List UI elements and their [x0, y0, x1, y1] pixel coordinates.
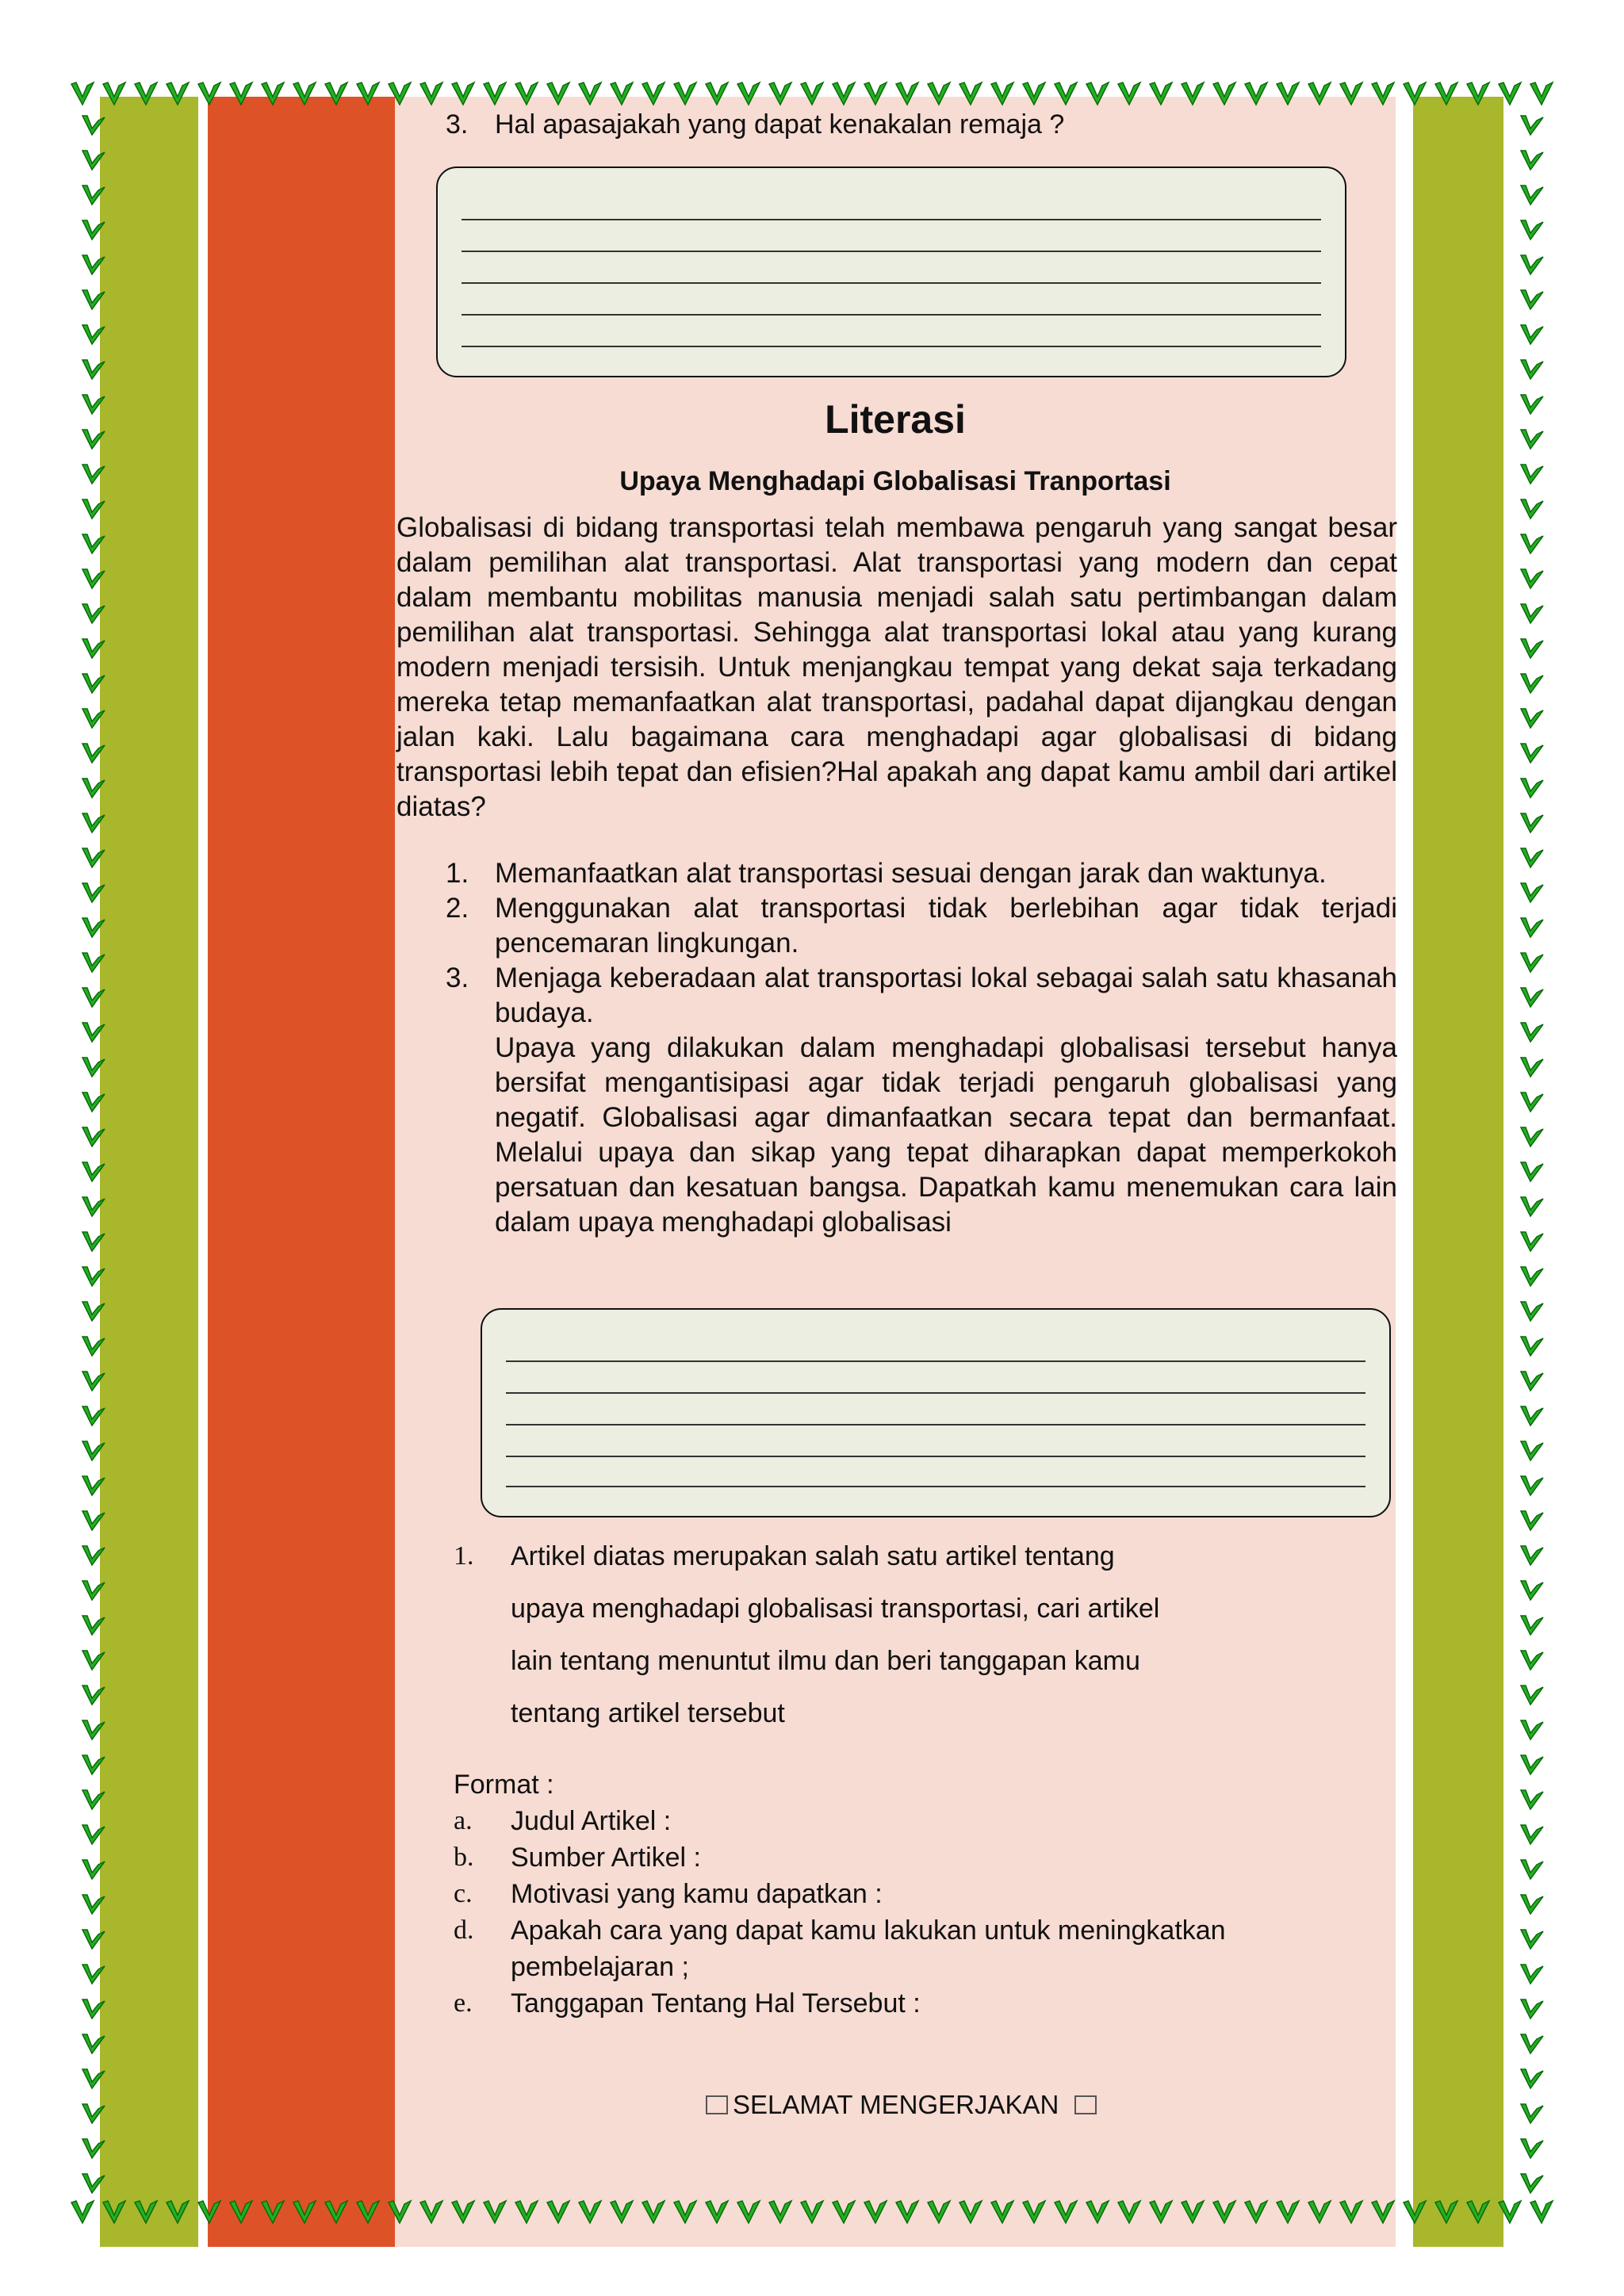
article-subtitle: Upaya Menghadapi Globalisasi Tranportasi: [619, 466, 1171, 496]
list-text: Menjaga keberadaan alat transportasi lokal sebagai salah satu khasanah budaya.: [495, 962, 1397, 1028]
answer-line: [462, 219, 1321, 220]
question-3: [446, 109, 1064, 140]
format-letter: d.: [454, 1915, 474, 1945]
answer-line: [506, 1486, 1365, 1487]
format-item: [454, 1803, 1335, 1839]
question-number: 3.: [446, 109, 469, 140]
task-line: lain tentang menuntut ilmu dan beri tanggapan kamu: [511, 1646, 1140, 1676]
list-item: [446, 856, 1397, 891]
answer-line: [506, 1424, 1365, 1425]
format-text: Motivasi yang kamu dapatkan :: [511, 1879, 883, 1909]
answer-line: [506, 1360, 1365, 1362]
task-line: Artikel diatas merupakan salah satu artikel tentang: [511, 1541, 1115, 1571]
list-text: Memanfaatkan alat transportasi sesuai dengan jarak dan waktunya.: [495, 858, 1327, 889]
page-title: Literasi: [825, 397, 966, 442]
format-text: Judul Artikel :: [511, 1806, 672, 1836]
right-leaf-border: [1515, 111, 1549, 2196]
format-item: [454, 1839, 1335, 1876]
answer-line: [506, 1392, 1365, 1394]
format-letter: e.: [454, 1988, 473, 2018]
format-item: [454, 1876, 1335, 1912]
format-letter: a.: [454, 1806, 473, 1835]
left-leaf-border: [76, 111, 111, 2196]
list-item: [446, 961, 1397, 1031]
format-text: Sumber Artikel :: [511, 1843, 701, 1873]
task-number: 1.: [454, 1541, 474, 1571]
continuation-text: Upaya yang dilakukan dalam menghadapi globalisasi tersebut hanya bersifat mengantisipasi agar tidak terjadi pengaruh globalisasi yang negatif. Globalisasi agar dimanfaatkan secara tepat dan bermanfaat. Melalui upaya dan sikap yang tepat diharapkan dapat memperkokoh persatuan dan kesatuan bangsa. Dapatkah kamu menemukan cara lain dalam upaya menghadapi globalisasi: [495, 1032, 1397, 1238]
task-instruction: [454, 1530, 1159, 1739]
format-letter: c.: [454, 1879, 473, 1908]
task-line: tentang artikel tersebut: [511, 1698, 785, 1728]
closing-text: SELAMAT MENGERJAKAN: [733, 2090, 1059, 2119]
answer-box-2[interactable]: [481, 1308, 1391, 1517]
closing-line: [706, 2090, 1097, 2120]
format-section: [454, 1766, 1335, 2022]
left-green-stripe: [100, 97, 198, 2247]
square-icon: [706, 2095, 728, 2114]
square-icon: [1074, 2095, 1097, 2114]
list-number: 3.: [446, 962, 469, 993]
red-stripe: [208, 97, 395, 2247]
format-item: [454, 1912, 1335, 1985]
format-text: Apakah cara yang dapat kamu lakukan untuk meningkatkan pembelajaran ;: [511, 1915, 1226, 1982]
top-leaf-border: [67, 78, 1557, 113]
list-number: 2.: [446, 893, 469, 924]
efforts-list: [446, 856, 1397, 1240]
list-continuation: [446, 1031, 1397, 1240]
answer-box-1[interactable]: [436, 166, 1346, 377]
format-item: [454, 1985, 1335, 2022]
answer-line: [462, 346, 1321, 347]
answer-line: [462, 282, 1321, 284]
list-text: Menggunakan alat transportasi tidak berlebihan agar tidak terjadi pencemaran lingkungan.: [495, 893, 1397, 959]
answer-line: [462, 251, 1321, 252]
list-item: [446, 891, 1397, 961]
answer-line: [462, 314, 1321, 316]
format-letter: b.: [454, 1843, 474, 1872]
task-line: upaya menghadapi globalisasi transportasi, cari artikel: [511, 1594, 1160, 1624]
format-label: Format :: [454, 1770, 554, 1800]
list-number: 1.: [446, 858, 469, 889]
right-green-stripe: [1413, 97, 1503, 2247]
bottom-leaf-border: [67, 2196, 1557, 2231]
article-paragraph: Globalisasi di bidang transportasi telah membawa pengaruh yang sangat besar dalam pemilihan alat transportasi. Alat transportasi yang modern dan cepat dalam membantu mobilitas manusia menjadi salah satu pertimbangan dalam pemilihan alat transportasi. Sehingga alat transportasi lokal atau yang kurang modern menjadi tersisih. Untuk menjangkau tempat yang dekat saja terkadang mereka tetap memanfaatkan alat transportasi, padahal dapat dijangkau dengan jalan kaki. Lalu bagaimana cara menghadapi agar globalisasi di bidang transportasi lebih tepat dan efisien?Hal apakah ang dapat kamu ambil dari artikel diatas?: [396, 512, 1397, 822]
format-text: Tanggapan Tentang Hal Tersebut :: [511, 1988, 921, 2019]
question-text: Hal apasajakah yang dapat kenakalan remaja ?: [495, 109, 1065, 140]
answer-line: [506, 1456, 1365, 1457]
